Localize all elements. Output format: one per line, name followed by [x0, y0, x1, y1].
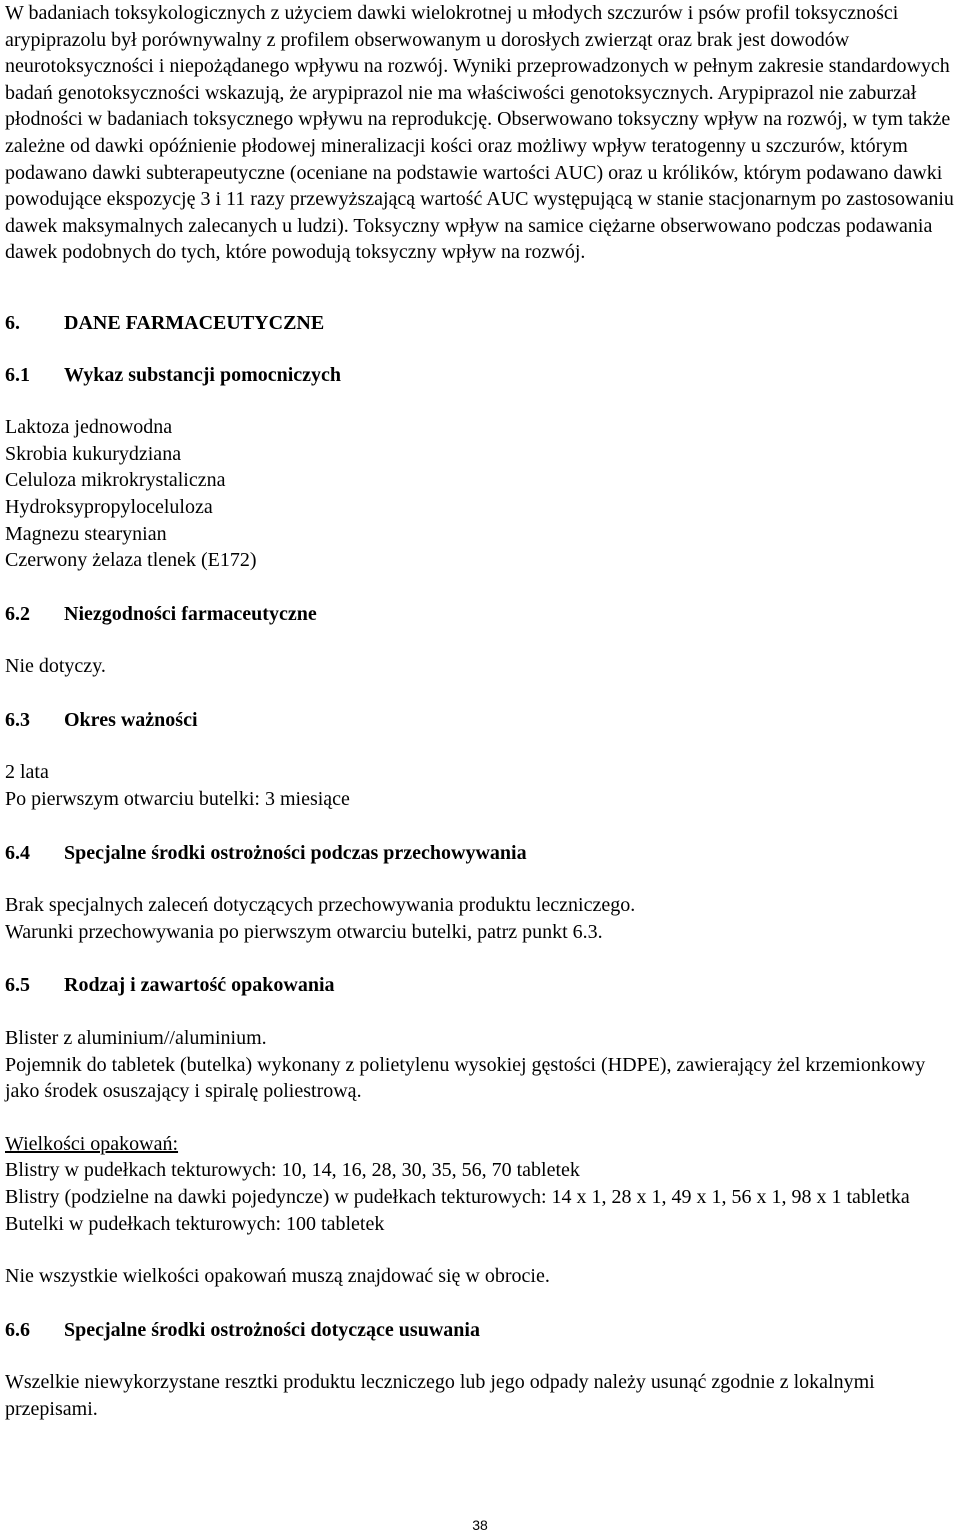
section-6-4-title: Specjalne środki ostrożności podczas przechowywania	[64, 841, 527, 864]
pack-size-item: Butelki w pudełkach tekturowych: 100 tabletek	[5, 1212, 385, 1235]
pack-sizes-note: Nie wszystkie wielkości opakowań muszą znajdować się w obrocie.	[5, 1265, 550, 1288]
excipient-item: Czerwony żelaza tlenek (E172)	[5, 549, 257, 572]
section-6-2-heading	[5, 601, 957, 628]
storage-line: Brak specjalnych zaleceń dotyczących przechowywania produktu leczniczego.	[5, 894, 636, 917]
section-6-heading	[5, 310, 957, 337]
section-6-6-number: 6.6	[5, 1318, 30, 1341]
pack-size-item: Blistry (podzielne na dawki pojedyncze) w pudełkach tekturowych: 14 x 1, 28 x 1, 49 x 1, 56 x 1, 98 x 1 tabletka	[5, 1186, 910, 1208]
shelf-life-after-opening-line: Po pierwszym otwarciu butelki: 3 miesiące	[5, 788, 350, 811]
storage-line: Warunki przechowywania po pierwszym otwarciu butelki, patrz punkt 6.3.	[5, 920, 603, 943]
pack-sizes-label: Wielkości opakowań:	[5, 1132, 179, 1155]
excipient-item: Hydroksypropyloceluloza	[5, 495, 213, 518]
shelf-life-block	[5, 759, 957, 812]
disposal-text: Wszelkie niewykorzystane resztki produktu leczniczego lub jego odpady należy usunąć zgodnie z lokalnymi przepisami.	[5, 1371, 875, 1420]
section-6-5-heading	[5, 972, 957, 999]
section-6-title: DANE FARMACEUTYCZNE	[64, 311, 325, 334]
container-blister-line: Blister z aluminium//aluminium.	[5, 1027, 267, 1050]
section-6-5-title: Rodzaj i zawartość opakowania	[64, 974, 335, 997]
pack-size-item: Blistry w pudełkach tekturowych: 10, 14, 16, 28, 30, 35, 56, 70 tabletek	[5, 1159, 580, 1182]
shelf-life-line: 2 lata	[5, 761, 49, 784]
section-6-3-heading	[5, 707, 957, 734]
section-6-3-number: 6.3	[5, 708, 30, 731]
document-page	[5, 0, 957, 1423]
container-block	[5, 1025, 957, 1105]
section-6-1-number: 6.1	[5, 363, 30, 386]
section-6-2-title: Niezgodności farmaceutyczne	[64, 602, 317, 625]
section-6-3-title: Okres ważności	[64, 708, 198, 731]
section-6-number: 6.	[5, 311, 20, 334]
container-bottle-line: Pojemnik do tabletek (butelka) wykonany z polietylenu wysokiej gęstości (HDPE), zawierający żel krzemionkowy jako środek osuszający i spiralę poliestrową.	[5, 1053, 926, 1103]
page-number: 38	[472, 1517, 488, 1533]
section-6-2-number: 6.2	[5, 602, 30, 625]
section-6-6-heading	[5, 1317, 957, 1344]
excipient-item: Magnezu stearynian	[5, 522, 167, 545]
section-6-4-heading	[5, 840, 957, 867]
excipient-item: Celuloza mikrokrystaliczna	[5, 469, 226, 492]
excipient-item: Skrobia kukurydziana	[5, 442, 182, 465]
section-6-6-title: Specjalne środki ostrożności dotyczące usuwania	[64, 1318, 480, 1341]
excipient-item: Laktoza jednowodna	[5, 416, 173, 439]
storage-block	[5, 892, 957, 945]
excipients-list	[5, 414, 957, 574]
pack-sizes-block	[5, 1131, 957, 1237]
section-6-4-number: 6.4	[5, 841, 30, 864]
section-6-5-number: 6.5	[5, 974, 30, 997]
section-6-1-heading	[5, 362, 957, 389]
intro-paragraph: W badaniach toksykologicznych z użyciem dawki wielokrotnej u młodych szczurów i psów profil toksyczności arypiprazolu był porównywalny z profilem obserwowanym u dorosłych zwierząt oraz brak jest dowodów neurotoksyczności i niepożądanego wpływu na rozwój. Wyniki przeprowadzonych w pełnym zakresie standardowych badań genotoksyczności wskazują, że arypiprazol nie ma właściwości genotoksycznych. Arypiprazol nie zaburzał płodności w badaniach toksycznego wpływu na reprodukcję. Obserwowano toksyczny wpływ na rozwój, w tym także zależne od dawki opóźnienie płodowej mineralizacji kości oraz możliwy wpływ teratogenny u szczurów, którym podawano dawki subterapeutyczne (oceniane na podstawie wartości AUC) oraz u królików, którym podawano dawki powodujące ekspozycję 3 i 11 razy przewyższającą wartość AUC występującą w stanie stacjonarnym po zastosowaniu dawek maksymalnych zalecanych u ludzi). Toksyczny wpływ na samice ciężarne obserwowano podczas podawania dawek podobnych do tych, które powodują toksyczny wpływ na rozwój.	[5, 2, 954, 264]
incompatibilities-text: Nie dotyczy.	[5, 655, 106, 678]
section-6-1-title: Wykaz substancji pomocniczych	[64, 363, 342, 386]
